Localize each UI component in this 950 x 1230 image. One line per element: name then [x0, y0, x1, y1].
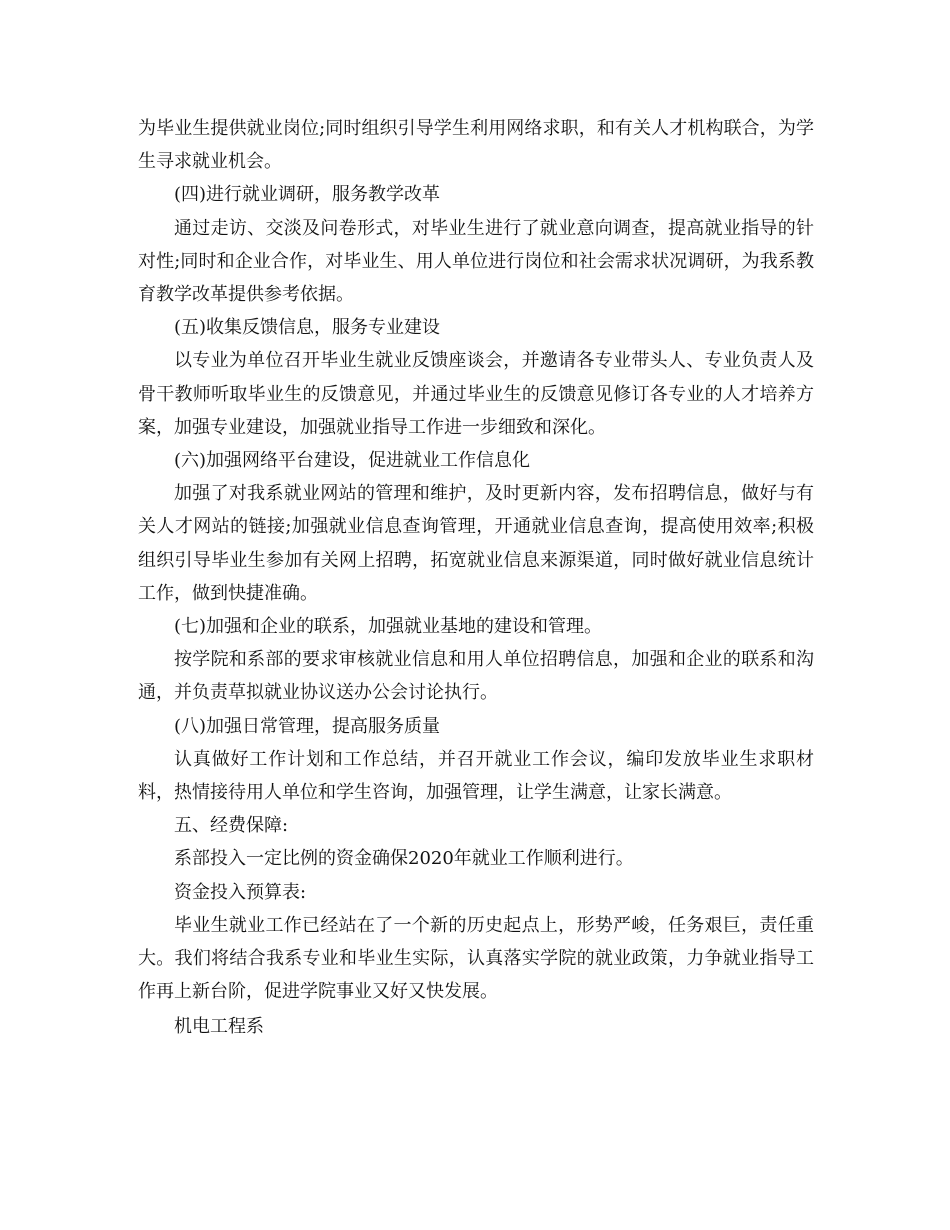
document-body	[138, 112, 814, 1044]
paragraph-daily-management: 认真做好工作计划和工作总结，并召开就业工作会议，编印发放毕业生求职材料，热情接待用人单位和学生咨询，加强管理，让学生满意，让家长满意。	[138, 748, 814, 804]
paragraph-funding: 系部投入一定比例的资金确保2020年就业工作顺利进行。	[174, 848, 634, 870]
section-heading-funding: 五、经费保障:	[174, 815, 289, 837]
paragraph-feedback: 以专业为单位召开毕业生就业反馈座谈会，并邀请各专业带头人、专业负责人及骨干教师听取毕业生的反馈意见，并通过毕业生的反馈意见修订各专业的人才培养方案，加强专业建设，加强就业指导工作进一步细致和深化。	[138, 350, 814, 438]
signature-department: 机电工程系	[174, 1016, 264, 1038]
paragraph-employment-research: 通过走访、交淡及问卷形式，对毕业生进行了就业意向调查，提高就业指导的针对性;同时和企业合作，对毕业生、用人单位进行岗位和社会需求状况调研，为我系教育教学改革提供参考依据。	[138, 217, 814, 306]
paragraph-budget-table: 资金投入预算表:	[174, 881, 307, 903]
section-heading-8: (八)加强日常管理，提高服务质量	[174, 715, 441, 737]
paragraph-network-platform: 加强了对我系就业网站的管理和维护，及时更新内容，发布招聘信息，做好与有关人才网站的链接;加强就业信息查询管理，开通就业信息查询，提高使用效率;积极组织引导毕业生参加有关网上招聘，拓宽就业信息来源渠道，同时做好就业信息统计工作，做到快捷准确。	[138, 483, 815, 604]
section-heading-5: (五)收集反馈信息，服务专业建设	[174, 317, 441, 339]
section-heading-7: (七)加强和企业的联系，加强就业基地的建设和管理。	[174, 616, 603, 638]
section-heading-4: (四)进行就业调研，服务教学改革	[174, 184, 441, 206]
paragraph-enterprise-contact: 按学院和系部的要求审核就业信息和用人单位招聘信息，加强和企业的联系和沟通，并负责草拟就业协议送办公会讨论执行。	[138, 649, 814, 704]
section-heading-6: (六)加强网络平台建设，促进就业工作信息化	[174, 450, 531, 472]
paragraph-continuation: 为毕业生提供就业岗位;同时组织引导学生利用网络求职，和有关人才机构联合，为学生寻求就业机会。	[138, 118, 814, 173]
paragraph-conclusion: 毕业生就业工作已经站在了一个新的历史起点上，形势严峻，任务艰巨，责任重大。我们将结合我系专业和毕业生实际，认真落实学院的就业政策，力争就业指导工作再上新台阶，促进学院事业又好又快发展。	[138, 914, 814, 1003]
